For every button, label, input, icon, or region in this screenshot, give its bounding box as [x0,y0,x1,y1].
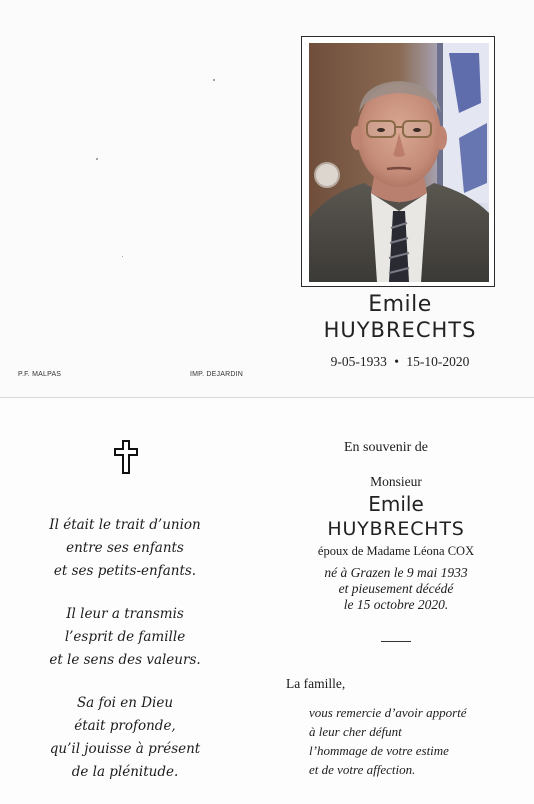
poem-line: qu’il jouisse à présent [49,741,201,757]
poem-line: et ses petits-enfants. [53,563,197,579]
poem-line: était profonde, [74,718,176,734]
date-separator: • [394,354,399,369]
poem-line: Il leur a transmis [66,606,184,622]
funeral-home-credit: P.F. MALPAS [18,371,62,378]
bio-line: le 15 octobre 2020. [343,597,449,612]
poem-stanza [20,603,230,672]
bio-text [270,565,522,613]
paper-speck [213,79,215,81]
poem-line: entre ses enfants [66,540,184,556]
poem-stanza [20,692,230,784]
paper-speck [96,158,98,160]
poem-line: de la plénitude. [71,764,179,780]
thanks-line: vous remercie d’avoir apporté [309,705,467,720]
thanks-line: l’hommage de votre estime [309,743,449,758]
front-dates [300,354,500,370]
memorial-first-name: Emile [368,492,424,516]
poem-stanza [20,514,230,583]
cross-icon [114,440,138,474]
thanks-line: à leur cher défunt [309,724,402,739]
bio-line: et pieusement décédé [338,581,454,596]
memorial-heading: En souvenir de [344,440,428,455]
birth-date: 9-05-1933 [330,354,387,369]
death-date: 15-10-2020 [406,354,470,369]
memorial-last-name: HUYBRECHTS [327,518,465,540]
memorial-poem [20,514,230,804]
printer-credit: IMP. DEJARDIN [190,371,244,378]
front-first-name: Emile [368,292,432,317]
portrait-frame [301,36,495,287]
portrait-photo [309,43,489,282]
poem-line: Sa foi en Dieu [76,695,174,711]
family-label: La famille, [286,676,346,691]
poem-line: l’esprit de famille [64,629,186,645]
portrait-illustration [309,43,489,282]
bio-line: né à Grazen le 9 mai 1933 [324,565,468,580]
spouse-line: époux de Madame Léona COX [317,544,475,558]
divider [381,641,411,642]
poem-line: et le sens des valeurs. [49,652,201,668]
memorial-text [270,440,522,642]
poem-line: Il était le trait d’union [49,517,201,533]
thanks-line: et de votre affection. [309,762,416,777]
thanks-text [309,703,524,779]
front-last-name: HUYBRECHTS [323,318,477,342]
honorific: Monsieur [370,474,422,489]
paper-speck [122,256,123,257]
